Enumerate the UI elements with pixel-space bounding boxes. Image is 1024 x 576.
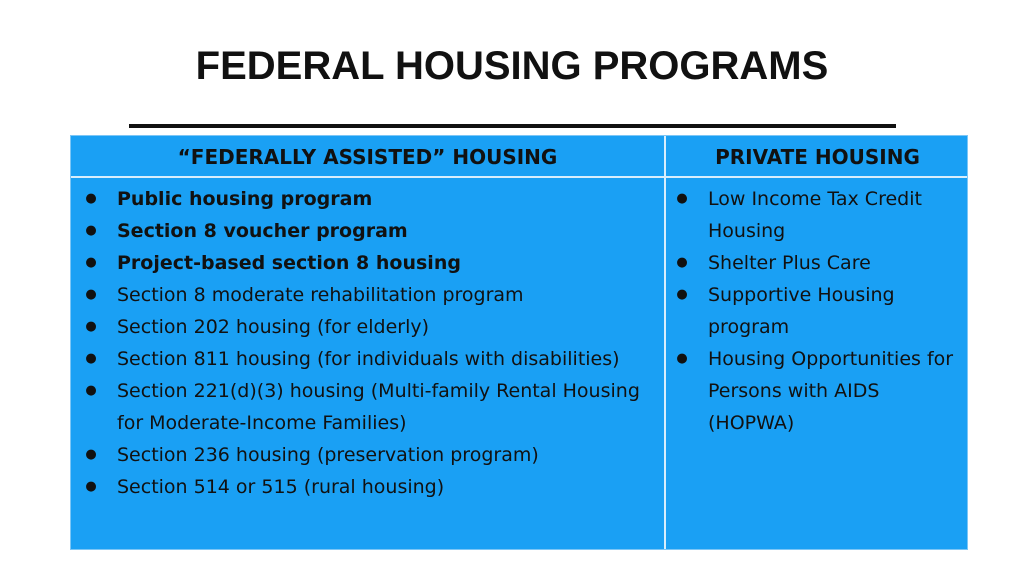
column-divider xyxy=(664,136,666,549)
bullet-icon: ● xyxy=(85,255,97,270)
list-item xyxy=(676,247,966,279)
header-divider xyxy=(71,176,967,178)
header-federally-assisted: “FEDERALLY ASSISTED” HOUSING xyxy=(177,145,558,169)
list-item-text: Section 236 housing (preservation program) xyxy=(117,444,539,466)
list-item-text: Section 8 voucher program xyxy=(117,220,408,242)
list-item-text: Public housing program xyxy=(117,188,373,210)
bullet-icon: ● xyxy=(676,351,688,366)
bullet-icon: ● xyxy=(85,191,97,206)
list-item-text: Section 811 housing (for individuals with disabilities) xyxy=(117,348,620,370)
bullet-icon: ● xyxy=(676,287,688,302)
list-item xyxy=(676,183,966,247)
list-item xyxy=(85,215,645,247)
private-housing-list xyxy=(676,183,966,439)
title-underline xyxy=(129,124,896,128)
bullet-icon: ● xyxy=(85,479,97,494)
list-item-text: Supportive Housing program xyxy=(708,284,895,338)
list-item-text: Shelter Plus Care xyxy=(708,252,871,274)
list-item-text: Section 221(d)(3) housing (Multi-family Rental Housing for Moderate-Income Families) xyxy=(117,380,640,434)
list-item xyxy=(85,375,645,439)
bullet-icon: ● xyxy=(676,191,688,206)
list-item xyxy=(85,471,645,503)
bullet-icon: ● xyxy=(676,255,688,270)
list-item xyxy=(676,279,966,343)
bullet-icon: ● xyxy=(85,319,97,334)
list-item xyxy=(85,439,645,471)
list-item xyxy=(85,343,645,375)
list-item xyxy=(85,279,645,311)
bullet-icon: ● xyxy=(85,223,97,238)
programs-table xyxy=(70,135,968,550)
list-item-text: Section 514 or 515 (rural housing) xyxy=(117,476,445,498)
list-item-text: Low Income Tax Credit Housing xyxy=(708,188,922,242)
page-title: FEDERAL HOUSING PROGRAMS xyxy=(195,44,829,88)
list-item-text: Section 202 housing (for elderly) xyxy=(117,316,430,338)
bullet-icon: ● xyxy=(85,383,97,398)
bullet-icon: ● xyxy=(85,447,97,462)
list-item xyxy=(676,343,966,439)
list-item-text: Section 8 moderate rehabilitation program xyxy=(117,284,524,306)
bullet-icon: ● xyxy=(85,351,97,366)
list-item xyxy=(85,247,645,279)
list-item-text: Project-based section 8 housing xyxy=(117,252,461,274)
list-item xyxy=(85,183,645,215)
list-item xyxy=(85,311,645,343)
federally-assisted-list xyxy=(85,183,645,503)
bullet-icon: ● xyxy=(85,287,97,302)
list-item-text: Housing Opportunities for Persons with AIDS (HOPWA) xyxy=(708,348,954,434)
header-private-housing: PRIVATE HOUSING xyxy=(715,145,920,169)
